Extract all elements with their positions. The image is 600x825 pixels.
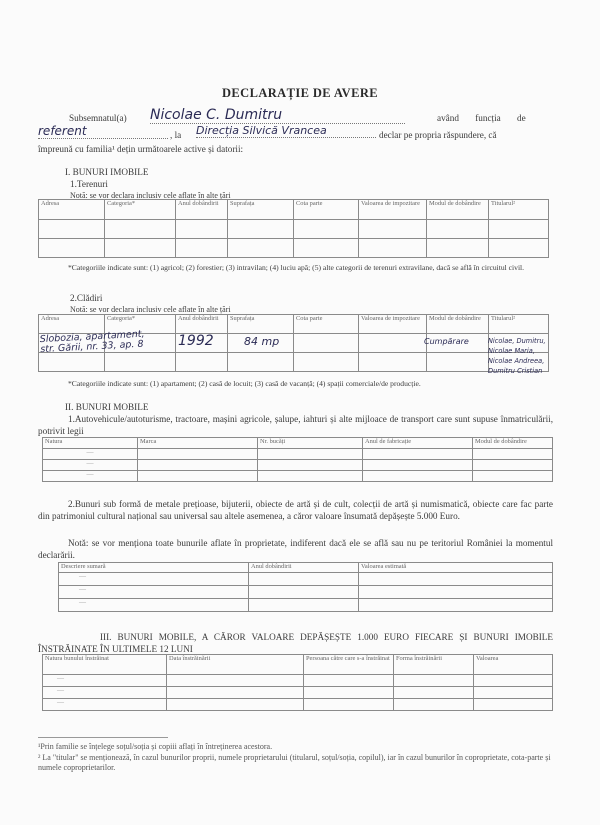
th-modul: Modul de dobândire [427, 315, 489, 334]
table-row [39, 220, 549, 239]
th-natura: Natura [43, 438, 138, 449]
th-forma-instrainarii: Forma înstrăinării [394, 655, 474, 675]
th-anul: Anul dobândirii [176, 315, 228, 334]
terenuri-heading: 1.Terenuri [70, 179, 108, 189]
bunuri-note: Notă: se vor menționa toate bunurile aflate în proprietate, indiferent dacă ele se află sau nu pe teritoriul României la momentul declarării. [38, 538, 553, 561]
th-valoarea: Valoarea de impozitare [359, 315, 427, 334]
th-cota: Cota parte [294, 315, 359, 334]
th-titularul: Titularul² [489, 315, 549, 334]
th-titularul: Titularul² [489, 200, 549, 220]
table-row: — [43, 687, 553, 699]
name-handwritten: Nicolae C. Dumitru [150, 107, 405, 124]
bunuri-table [58, 562, 553, 612]
terenuri-table [38, 199, 549, 258]
th-data-instrainarii: Data înstrăinării [167, 655, 304, 675]
th-descriere: Descriere sumară [59, 563, 249, 573]
cladiri-footnote: *Categoriile indicate sunt: (1) apartament; (2) casă de locuit; (3) casă de vacanță; (4) spații comerciale/de producție. [68, 379, 421, 388]
declar-label: declar pe propria răspundere, că [379, 130, 497, 140]
auto-table [42, 437, 553, 482]
table-row: — [59, 599, 553, 612]
th-categoria: Categoria* [105, 315, 176, 334]
table-row: — [59, 573, 553, 586]
cladire-an-handwritten: 1992 [178, 333, 214, 349]
subsemnatul-label: Subsemnatul(a) [69, 113, 127, 123]
th-cota: Cota parte [294, 200, 359, 220]
function-handwritten: referent [38, 124, 168, 139]
bunuri-paragraph: 2.Bunuri sub formă de metale prețioase, bijuterii, obiecte de artă și de cult, colecții de artă și numismatică, obiecte care fac parte din patrimoniul cultural național sau universal sau altele asemenea, a căror valoare însumată depășește 5.000 Euro. [38, 499, 553, 522]
cladire-adresa-handwritten: Slobozia, apartament, str. Gării, nr. 33, ap. 8 [39, 328, 145, 356]
th-categoria: Categoria* [105, 200, 176, 220]
avand-functia-label: având funcția de [437, 113, 526, 123]
terenuri-footnote: *Categoriile indicate sunt: (1) agricol; (2) forestier; (3) intravilan; (4) luciu apă; (5) alte categorii de terenuri extravilane, dacă se află în circuitul civil. [68, 263, 525, 272]
th-persoana: Persoana către care s-a înstrăinat [304, 655, 394, 675]
th-anul-dobandirii: Anul dobândirii [249, 563, 359, 573]
cladiri-note: Notă: se vor declara inclusiv cele aflate în alte țări [70, 305, 231, 314]
table-row: — [43, 675, 553, 687]
th-valoarea: Valoarea de impozitare [359, 200, 427, 220]
footnote-divider [38, 737, 168, 738]
th-modul: Modul de dobândire [427, 200, 489, 220]
section1-title: I. BUNURI IMOBILE [65, 167, 149, 177]
table-row: — [43, 471, 553, 482]
cladire-suprafata-handwritten: 84 mp [244, 335, 280, 348]
th-valoarea-estimata: Valoarea estimată [359, 563, 553, 573]
la-label: , la [170, 130, 182, 140]
th-valoarea: Valoarea [474, 655, 553, 675]
table-row: — [43, 699, 553, 711]
cladire-titular-handwritten: Nicolae, Dumitru, Nicolae Maria, Nicolae Andreea, Dumitru Cristian [488, 337, 546, 375]
th-adresa: Adresa [39, 315, 105, 334]
th-suprafata: Suprafața [228, 200, 294, 220]
section2-title: II. BUNURI MOBILE [65, 402, 149, 412]
footnote-1: ¹Prin familie se înțelege soțul/soția și copiii aflați în întreținerea acestora. [38, 742, 273, 751]
th-anul: Anul dobândirii [176, 200, 228, 220]
cladire-modul-handwritten: Cumpărare [424, 337, 469, 346]
footnote-2: ² La "titular" se menționează, în cazul bunurilor proprii, numele proprietarului (titularul, soțul/soția, copilul), iar în cazul bunurilor în coproprietate, cota-parte și numele coproprietarilor. [38, 753, 551, 772]
cladiri-heading: 2.Clădiri [70, 293, 103, 303]
th-modul-dobandire: Modul de dobândire [473, 438, 553, 449]
th-an-fabricatie: Anul de fabricație [363, 438, 473, 449]
auto-paragraph: 1.Autovehicule/autoturisme, tractoare, mașini agricole, șalupe, iahturi și alte mijloace de transport care sunt supuse înmatriculării, potrivit legii [38, 414, 553, 437]
table-row [39, 353, 549, 372]
th-nr-bucati: Nr. bucăți [258, 438, 363, 449]
section3-title: III. BUNURI MOBILE, A CĂROR VALOARE DEPĂȘEȘTE 1.000 EURO FIECARE ȘI BUNURI IMOBILE ÎNSTRĂINATE ÎN ULTIMELE 12 LUNI [38, 632, 553, 655]
th-natura-bunului: Natura bunului înstrăinat [43, 655, 167, 675]
th-adresa: Adresa [39, 200, 105, 220]
page-title: DECLARAȚIE DE AVERE [221, 86, 379, 100]
table-row: — [43, 460, 553, 471]
instrainari-table [42, 654, 553, 711]
terenuri-note: Notă: se vor declara inclusiv cele aflate în alte țări [70, 191, 231, 200]
th-suprafata: Suprafața [228, 315, 294, 334]
table-row: — [43, 449, 553, 460]
table-row [39, 239, 549, 258]
intro-line2: împreună cu familia¹ dețin următoarele active și datorii: [38, 144, 244, 154]
institution-handwritten: Direcția Silvică Vrancea [196, 124, 376, 138]
th-marca: Marca [138, 438, 258, 449]
table-row: — [59, 586, 553, 599]
